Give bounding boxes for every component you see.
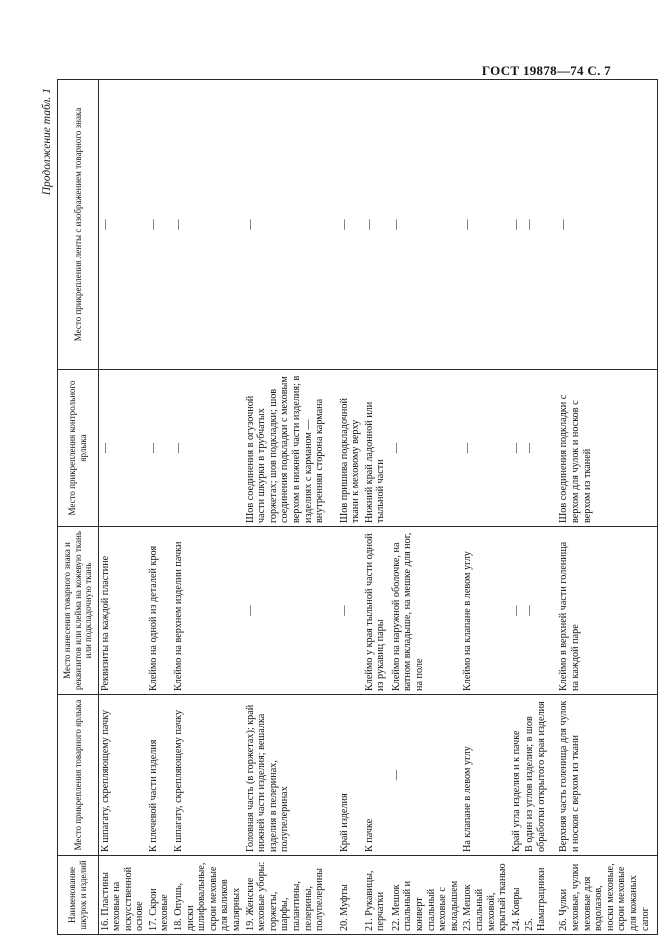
cell-label-place: Головная часть (в горжетах); край нижней части изделия; вешалка изделия в пелеринах, полупелеринах bbox=[244, 695, 338, 856]
cell-label-place: К шпагату, скрепляющему пачку bbox=[98, 695, 147, 856]
cell-control-label: — bbox=[461, 370, 509, 527]
cell-ribbon: — bbox=[338, 80, 363, 370]
page-header: ГОСТ 19878—74 С. 7 bbox=[481, 63, 611, 78]
cell-mark-place: — bbox=[510, 527, 524, 695]
table-row bbox=[510, 80, 524, 935]
cell-name: 22. Мешок спальный и конверт спальный меховые с вкладышем bbox=[390, 856, 462, 935]
cell-label-place: Край изделия bbox=[338, 695, 363, 856]
table-row bbox=[461, 80, 509, 935]
table-row bbox=[98, 80, 147, 935]
table-row bbox=[390, 80, 462, 935]
cell-control-label: Нижний край ладонной или тыльной части bbox=[363, 370, 390, 527]
cell-mark-place: Клеймо на одной из деталей кроя bbox=[147, 527, 172, 695]
cell-label-place: К пачке bbox=[363, 695, 390, 856]
table-row bbox=[338, 80, 363, 935]
cell-mark-place: — bbox=[244, 527, 338, 695]
cell-name: 20. Муфты bbox=[338, 856, 363, 935]
cell-control-label: Шов соединения в огузочной части шкурки в трубчатых горжетах; шов подкладки; шов соединения подкладки с меховым верхом в нижней части изделия; в изделиях с карманом — внутренняя сторона кармана bbox=[244, 370, 338, 527]
table-row bbox=[363, 80, 390, 935]
cell-name: 16. Пластины меховые на искусственной основе bbox=[98, 856, 147, 935]
cell-name: 23. Мешок спальный меховой, крытый тканью bbox=[461, 856, 509, 935]
cell-name: 25. Наматрацники bbox=[523, 856, 557, 935]
rotated-table-block bbox=[39, 80, 651, 935]
cell-ribbon: — bbox=[510, 80, 524, 370]
cell-ribbon: — bbox=[523, 80, 557, 370]
cell-control-label: — bbox=[172, 370, 244, 527]
cell-ribbon: — bbox=[244, 80, 338, 370]
cell-name: 19. Женские меховые уборы: горжеты, шарфы, палантины, пелерины, полупелерины bbox=[244, 856, 338, 935]
cell-label-place: На клапане в левом углу bbox=[461, 695, 509, 856]
cell-ribbon: — bbox=[147, 80, 172, 370]
cell-control-label: — bbox=[510, 370, 524, 527]
table-row bbox=[523, 80, 557, 935]
continuation-caption: Продолжение табл. 1 bbox=[41, 88, 53, 196]
cell-ribbon: — bbox=[363, 80, 390, 370]
cell-mark-place: Реквизиты на каждой пластине bbox=[98, 527, 147, 695]
cell-name: 17. Скрои меховые bbox=[147, 856, 172, 935]
cell-ribbon: — bbox=[461, 80, 509, 370]
cell-ribbon: — bbox=[390, 80, 462, 370]
cell-name: 21. Рукавицы, перчатки bbox=[363, 856, 390, 935]
cell-mark-place: — bbox=[523, 527, 557, 695]
cell-name: 18. Опушь, диски шлифовальные, скрои меховые для валиков малярных bbox=[172, 856, 244, 935]
cell-mark-place: Клеймо на верхнем изделии пачки bbox=[172, 527, 244, 695]
cell-name: 24. Ковры bbox=[510, 856, 524, 935]
cell-control-label: Шов соединения подкладки с верхом для чулок и носков с верхом из тканей bbox=[557, 370, 657, 527]
table-row bbox=[244, 80, 338, 935]
cell-mark-place: Клеймо в верхней части голенища на каждой паре bbox=[557, 527, 657, 695]
cell-mark-place: Клеймо на наружной оболочке, на ватном вкладыше, на мешке для ног, на поле bbox=[390, 527, 462, 695]
table-header-row bbox=[58, 80, 99, 935]
cell-label-place: В один из углов изделия; в шов обработки открытого края изделия bbox=[523, 695, 557, 856]
cell-control-label: — bbox=[523, 370, 557, 527]
cell-label-place: Верхняя часть голенища для чулок и носков с верхом из ткани bbox=[557, 695, 657, 856]
table-row bbox=[172, 80, 244, 935]
cell-mark-place: — bbox=[338, 527, 363, 695]
cell-control-label: — bbox=[98, 370, 147, 527]
requirements-table bbox=[57, 79, 658, 935]
cell-control-label: — bbox=[390, 370, 462, 527]
cell-ribbon: — bbox=[98, 80, 147, 370]
cell-mark-place: Клеймо на клапане в левом углу bbox=[461, 527, 509, 695]
table-row bbox=[147, 80, 172, 935]
cell-label-place: К плечевой части изделия bbox=[147, 695, 172, 856]
cell-mark-place: Клеймо у края тыльной части одной из рукавиц пары bbox=[363, 527, 390, 695]
cell-label-place: К шпагату, скрепляющему пачку bbox=[172, 695, 244, 856]
cell-ribbon: — bbox=[557, 80, 657, 370]
cell-label-place: Край угла изделия и к пачке bbox=[510, 695, 524, 856]
column-header-mark-place: Место нанесения товарного знака и реквизитов или клейма на кожевую ткань или подкладочную ткань bbox=[58, 527, 99, 695]
table-row bbox=[557, 80, 657, 935]
column-header-ribbon: Место прикрепления ленты с изображением товарного знака bbox=[58, 80, 99, 370]
cell-name: 26. Чулки меховые, чулки меховые для водолазов, носки меховые, скрои меховые для кожаных сапог bbox=[557, 856, 657, 935]
cell-label-place: — bbox=[390, 695, 462, 856]
cell-ribbon: — bbox=[172, 80, 244, 370]
column-header-label-place: Место прикрепления товарного ярлыка bbox=[58, 695, 99, 856]
cell-control-label: — bbox=[147, 370, 172, 527]
cell-control-label: Шов пришива подкладочной ткани к меховому верху bbox=[338, 370, 363, 527]
column-header-control-label: Место прикрепления контрольного ярлыка bbox=[58, 370, 99, 527]
column-header-name: Наименование шкурок и изделий bbox=[58, 856, 99, 935]
